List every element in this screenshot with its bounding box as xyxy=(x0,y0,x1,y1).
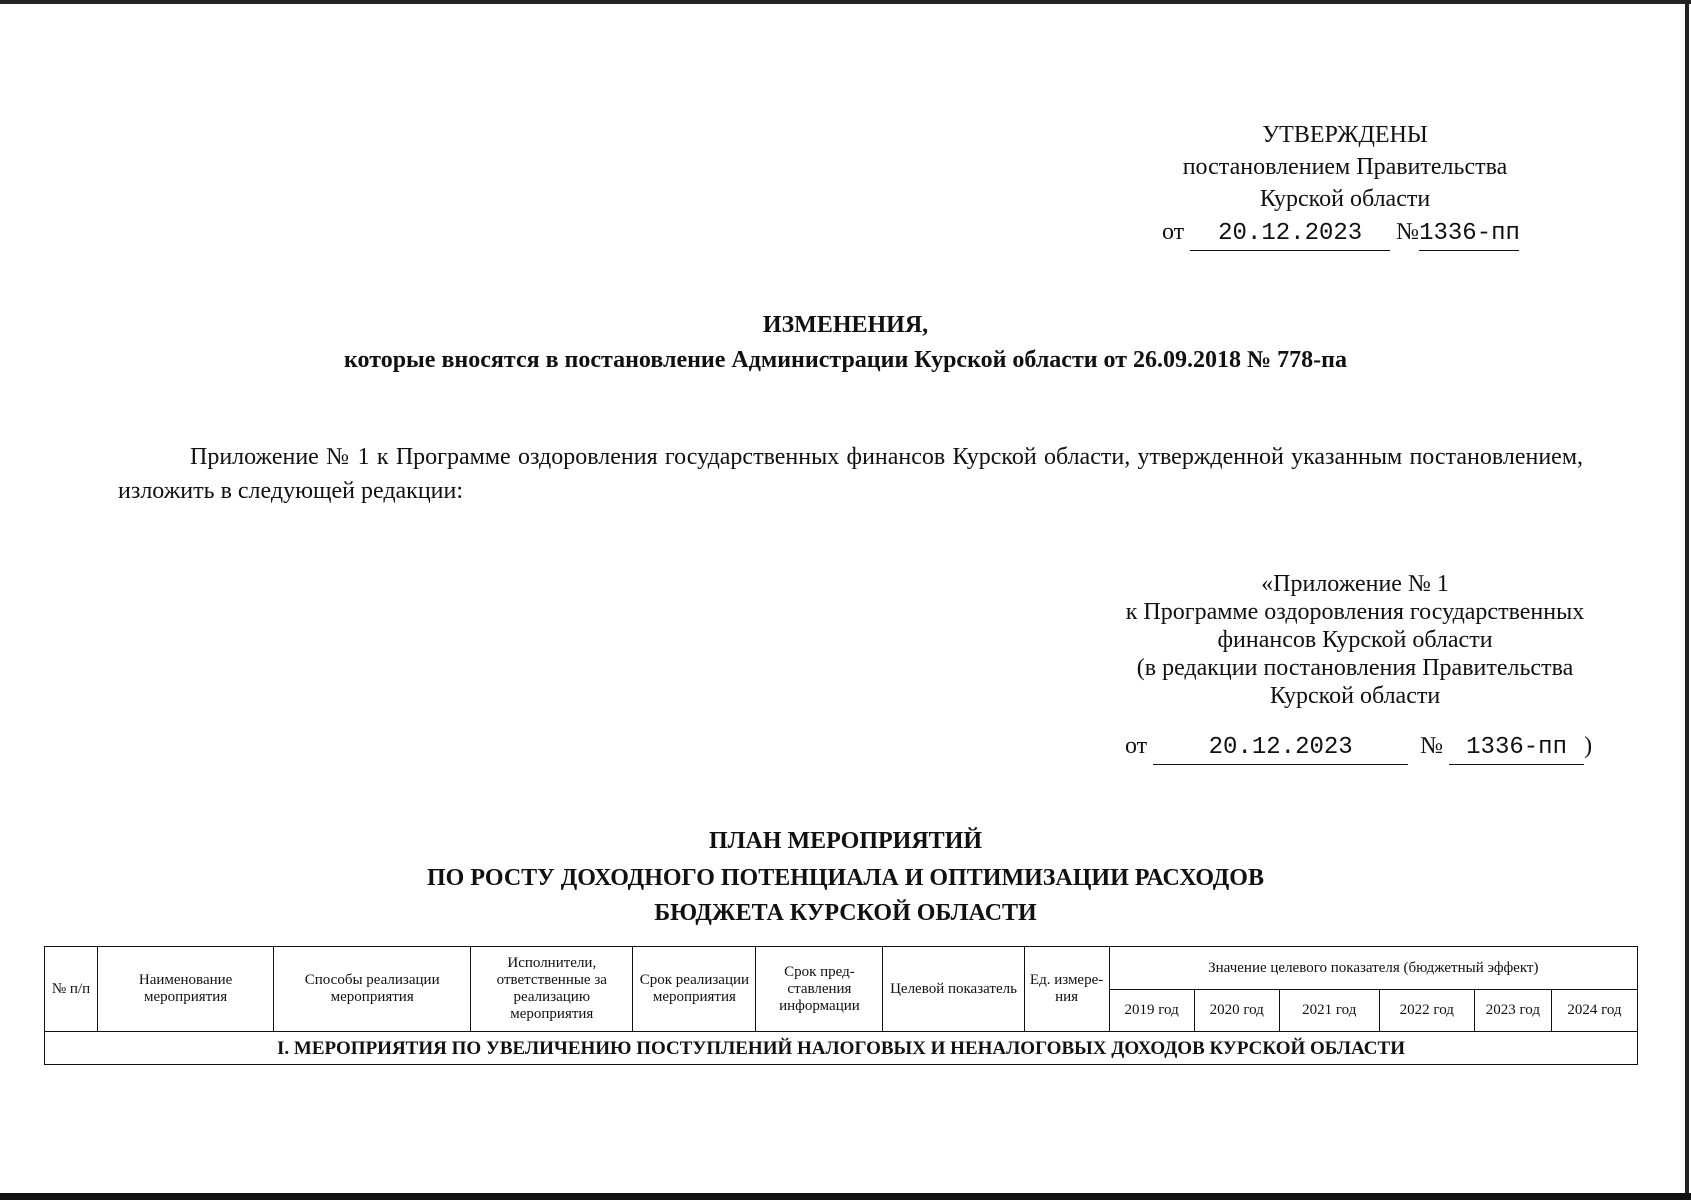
header-year: 2024 год xyxy=(1551,990,1637,1032)
appendix-line: к Программе оздоровления государственных xyxy=(1125,599,1585,625)
approval-line: постановлением Правительства xyxy=(1182,154,1508,180)
approval-number: 1336-пп xyxy=(1419,218,1519,251)
header-target-value: Значение целевого показателя (бюджетный эффект) xyxy=(1109,947,1637,990)
date-prefix: от xyxy=(1162,219,1185,245)
header-report-term: Срок пред-ставления информации xyxy=(756,947,883,1032)
closing-paren: ) xyxy=(1584,733,1593,759)
appendix-line: финансов Курской области xyxy=(1217,627,1493,653)
header-number: № п/п xyxy=(45,947,98,1032)
approval-title: УТВЕРЖДЕНЫ xyxy=(1262,122,1428,148)
number-prefix: № xyxy=(1396,219,1420,245)
header-year: 2021 год xyxy=(1279,990,1379,1032)
plan-table xyxy=(44,946,1638,1065)
appendix-line: «Приложение № 1 xyxy=(1261,571,1449,597)
approval-date: 20.12.2023 xyxy=(1190,218,1390,251)
heading-subtitle: которые вносятся в постановление Администрации Курской области от 26.09.2018 № 778-па xyxy=(344,347,1347,373)
appendix-date-line xyxy=(1125,730,1592,765)
header-target: Целевой показатель xyxy=(883,947,1024,1032)
approval-line: Курской области xyxy=(1259,186,1431,212)
plan-title: ПО РОСТУ ДОХОДНОГО ПОТЕНЦИАЛА И ОПТИМИЗАЦИИ РАСХОДОВ xyxy=(427,865,1264,891)
header-unit: Ед. измере-ния xyxy=(1024,947,1109,1032)
header-year: 2022 год xyxy=(1379,990,1474,1032)
heading-title: ИЗМЕНЕНИЯ, xyxy=(762,312,929,338)
scan-border-top xyxy=(0,0,1691,4)
header-year: 2019 год xyxy=(1109,990,1194,1032)
appendix-date: 20.12.2023 xyxy=(1153,732,1408,765)
scan-border-bottom xyxy=(0,1193,1691,1200)
appendix-line: (в редакции постановления Правительства xyxy=(1136,655,1574,681)
approval-date-line xyxy=(1162,216,1519,251)
header-year: 2023 год xyxy=(1474,990,1551,1032)
header-methods: Способы реализации мероприятия xyxy=(274,947,471,1032)
number-prefix: № xyxy=(1420,733,1444,759)
header-name: Наименование мероприятия xyxy=(98,947,274,1032)
plan-title: БЮДЖЕТА КУРСКОЙ ОБЛАСТИ xyxy=(654,900,1037,926)
body-paragraph: Приложение № 1 к Программе оздоровления государственных финансов Курской области, утвержденной указанным постановлением, изложить в следующей редакции: xyxy=(118,444,1583,504)
plan-title: ПЛАН МЕРОПРИЯТИЙ xyxy=(708,828,983,854)
date-prefix: от xyxy=(1125,733,1148,759)
appendix-number: 1336-пп xyxy=(1449,732,1584,765)
appendix-line: Курской области xyxy=(1269,683,1441,709)
header-term: Срок реализации мероприятия xyxy=(633,947,756,1032)
header-executors: Исполнители, ответственные за реализацию мероприятия xyxy=(471,947,633,1032)
scan-border-right xyxy=(1685,0,1689,1200)
section-row: I. МЕРОПРИЯТИЯ ПО УВЕЛИЧЕНИЮ ПОСТУПЛЕНИЙ НАЛОГОВЫХ И НЕНАЛОГОВЫХ ДОХОДОВ КУРСКОЙ ОБЛАСТИ xyxy=(45,1032,1638,1065)
header-year: 2020 год xyxy=(1194,990,1279,1032)
